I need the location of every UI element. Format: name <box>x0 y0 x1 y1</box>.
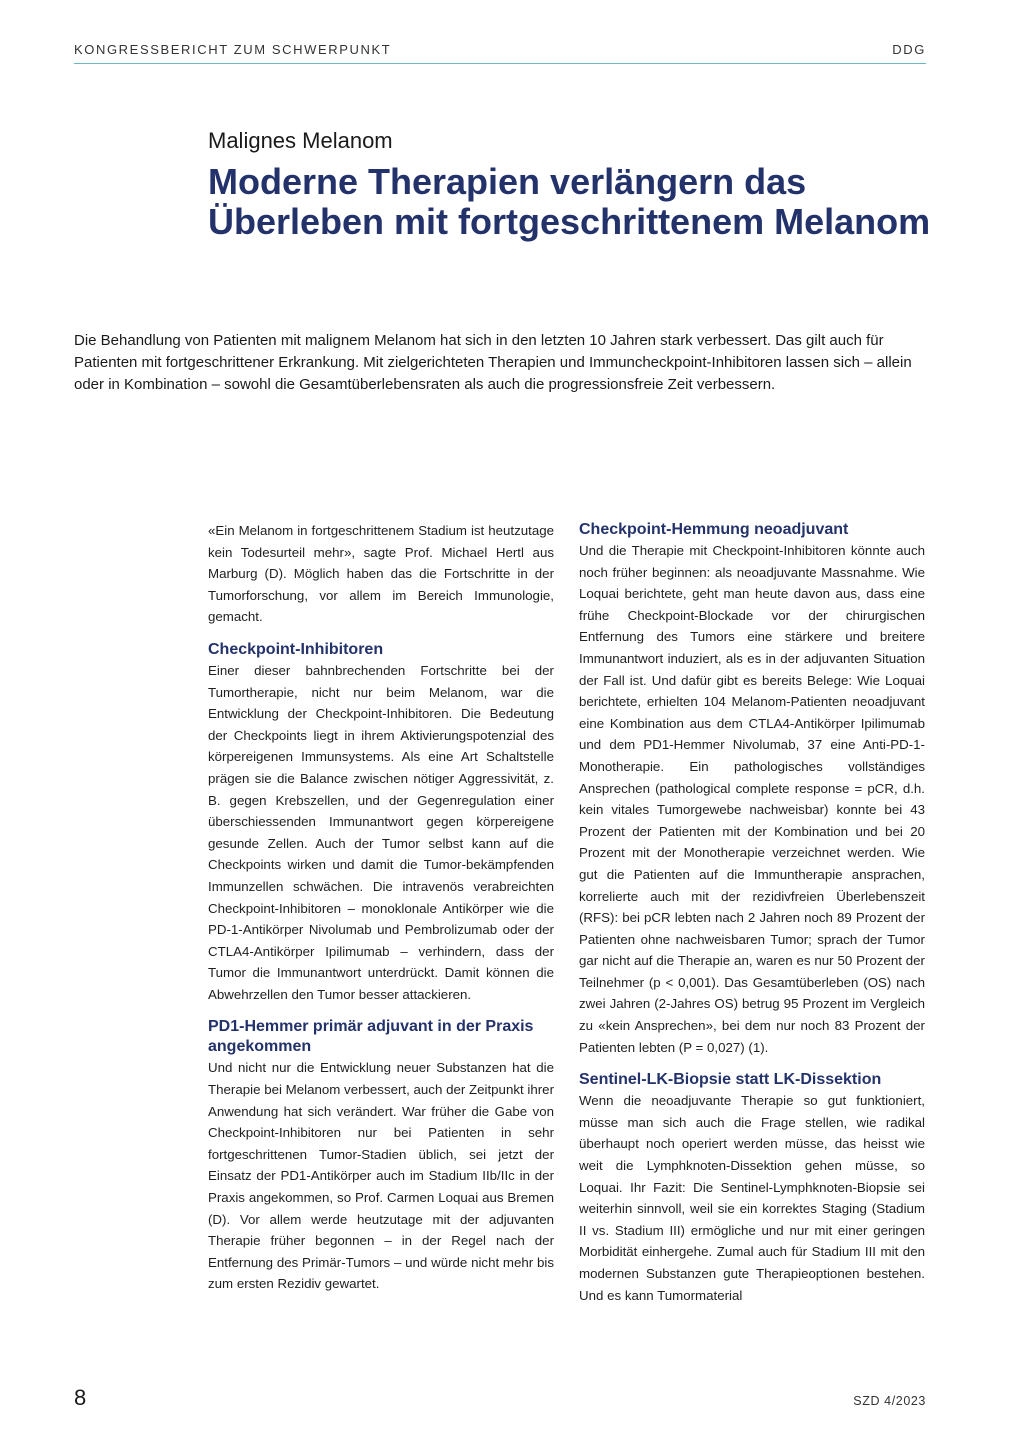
section-label: KONGRESSBERICHT ZUM SCHWERPUNKT <box>74 42 392 57</box>
right-column <box>579 520 925 1306</box>
journal-label: DDG <box>892 42 926 57</box>
heading-sentinel-biopsie: Sentinel-LK-Biopsie statt LK-Dissektion <box>579 1071 882 1089</box>
paragraph-checkpoint-inhibitoren: Einer dieser bahnbrechenden Fortschritte bei der Tumortherapie, nicht nur beim Melanom, war die Entwicklung der Checkpoint-Inhibitoren. Die Bedeutung der Checkpoints liegt in ihrem Aktivierungspotenzial des körpereigenen Immunsystems. Als eine Art Schaltstelle prägen sie die Balance zwischen nötiger Aggressivität, z. B. gegen Krebszellen, und der Gegenregulation einer überschiessenden Immunantwort gegen körpereigene gesunde Zellen. Auch der Tumor selbst kann auf die Checkpoints wirken und damit die Tumor-bekämpfenden Immunzellen schwächen. Die intravenös verabreichten Checkpoint-Inhibitoren – monoklonale Antikörper wie die PD-1-Antikörper Nivolumab und Pembrolizumab oder der CTLA4-Antikörper Ipilimumab – verhindern, dass der Tumor die Immunantwort unterdrückt. Damit können die Abwehrzellen den Tumor besser attackieren. <box>208 662 554 1002</box>
heading-checkpoint-neoadjuvant: Checkpoint-Hemmung neoadjuvant <box>579 521 849 538</box>
header-divider <box>74 63 926 64</box>
article-lead: Die Behandlung von Patienten mit malignem Melanom hat sich in den letzten 10 Jahren stark verbessert. Das gilt auch für Patienten mit fortgeschrittener Erkrankung. Mit zielgerichteten Therapien und Immuncheckpoint-Inhibitoren lassen sich – allein oder in Kombination – sowohl die Gesamtüberlebensraten als auch die progressionsfreie Zeit verbessern. <box>74 332 912 393</box>
heading-checkpoint-inhibitoren: Checkpoint-Inhibitoren <box>208 640 384 658</box>
paragraph-pd1-hemmer: Und nicht nur die Entwicklung neuer Substanzen hat die Therapie bei Melanom verbessert, auch der Zeitpunkt ihrer Anwendung hat sich verändert. War früher die Gabe von Checkpoint-Inhibitoren nur bei Patienten in sehr fortgeschrittenen Tumor-Stadien üblich, sei jetzt der Einsatz der PD1-Antikörper auch im Stadium IIb/IIc in der Praxis angekommen, so Prof. Carmen Loquai aus Bremen (D). Vor allem werde heutzutage mit der adjuvanten Therapie früher begonnen – in der Regel nach der Entfernung des Primär-Tumors – und würde nicht mehr bis zum ersten Rezidiv gewartet. <box>208 1060 554 1292</box>
issue-label: SZD 4/2023 <box>853 1394 926 1408</box>
article-kicker: Malignes Melanom <box>208 128 393 153</box>
left-column <box>208 520 554 1295</box>
running-head <box>74 40 926 62</box>
article-title: Moderne Therapien verlängern das Überleben mit fortgeschrittenem Melanom <box>208 161 931 242</box>
heading-pd1-hemmer: PD1-Hemmer primär adjuvant in der Praxis angekommen <box>208 1018 534 1056</box>
paragraph-checkpoint-neoadjuvant: Und die Therapie mit Checkpoint-Inhibitoren könnte auch noch früher beginnen: als neoadjuvante Massnahme. Wie Loquai berichtete, geht man heute davon aus, dass eine frühe Checkpoint-Blockade vor der chirurgischen Entfernung des Tumors eine stärkere und breitere Immunantwort induziert, als es in der adjuvanten Situation der Fall ist. Und dafür gibt es bereits Belege: Wie Loquai berichtete, erhielten 104 Melanom-Patienten neoadjuvant eine Kombination aus dem CTLA4-Antikörper Ipilimumab und dem PD1-Hemmer Nivolumab, 37 eine Anti-PD-1-Monotherapie. Ein pathologisches vollständiges Ansprechen (pathological complete response = pCR, d.h. kein vitales Tumorgewebe nachweisbar) konnte bei 43 Prozent der Patienten mit der Kombination und bei 20 Prozent mit der Monotherapie verzeichnet werden. Wie gut die Patienten auf die Immuntherapie ansprachen, korrelierte auch mit der rezidivfreien Überlebenszeit (RFS): bei pCR lebten nach 2 Jahren noch 89 Prozent der Patienten ohne nachweisbaren Tumor; sprach der Tumor gar nicht auf die Therapie an, waren es nur 50 Prozent der Teilnehmer (p < 0,001). Das Gesamtüberleben (OS) nach zwei Jahren (2-Jahres OS) betrug 95 Prozent im Vergleich zu «kein Ansprechen», bei dem nur noch 83 Prozent der Patienten lebten (P = 0,027) (1). <box>579 543 925 1055</box>
paragraph-sentinel-biopsie: Wenn die neoadjuvante Therapie so gut funktioniert, müsse man sich auch die Frage stellen, wie radikal überhaupt noch operiert werden müsse, das heisst wie weit die Lymphknoten-Dissektion gehen müsse, so Loquai. Ihr Fazit: Die Sentinel-Lymphknoten-Biopsie sei weiterhin sinnvoll, weil sie ein korrektes Staging (Stadium II vs. Stadium III) ermögliche und nur mit einer geringen Morbidität einhergehe. Zumal auch für Stadium III mit den modernen Substanzen gute Therapieoptionen bestehen. Und es kann Tumormaterial <box>579 1093 925 1303</box>
intro-paragraph: «Ein Melanom in fortgeschrittenem Stadium ist heutzutage kein Todesurteil mehr», sagte Prof. Michael Hertl aus Marburg (D). Möglich haben das die Fortschritte in der Tumorforschung, vor allem im Bereich Immunologie, gemacht. <box>208 523 554 625</box>
page-number: 8 <box>74 1385 87 1410</box>
